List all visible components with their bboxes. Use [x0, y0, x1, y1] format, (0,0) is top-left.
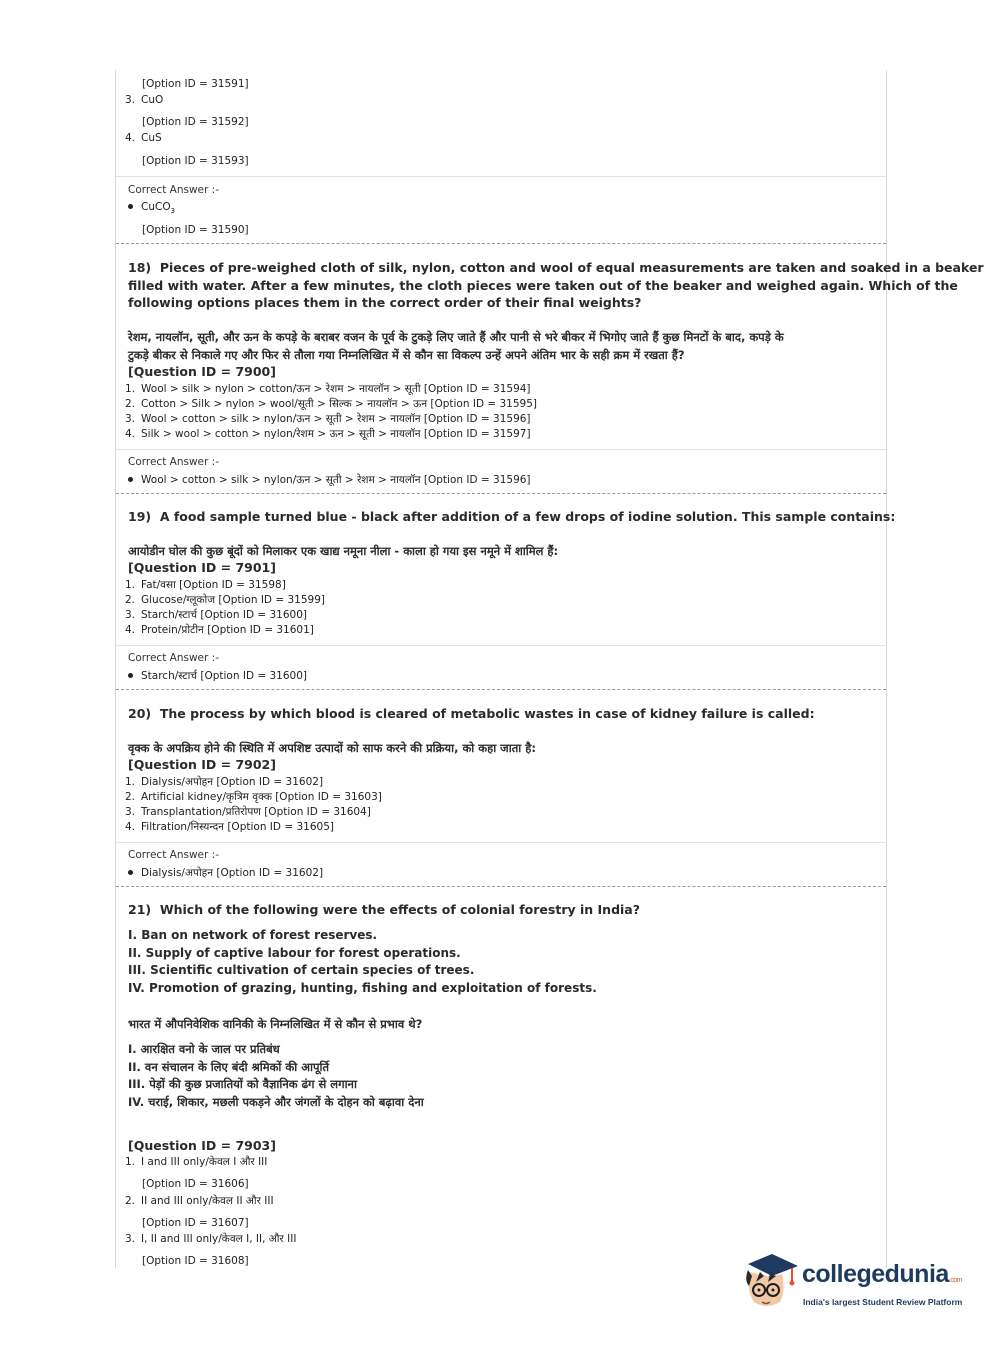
- statement-en: III. Scientific cultivation of certain species of trees.: [128, 963, 475, 977]
- question-separator: [116, 689, 886, 690]
- question-text-line: 20) The process by which blood is cleared of metabolic wastes in case of kidney failure is called:: [128, 706, 815, 721]
- statement-hi: I. आरक्षित वनो के जाल पर प्रतिबंध: [128, 1042, 280, 1056]
- option-2: 2. Artificial kidney/कृत्रिम वृक्क [Option ID = 31603]: [125, 791, 382, 803]
- question-id: [Question ID = 7902]: [128, 757, 276, 772]
- option-3: 3. Transplantation/प्रतिरोपण [Option ID = 31604]: [125, 806, 371, 818]
- option-1: 1. Wool > silk > nylon > cotton/ऊन > रेशम > नायलॉन > सूती [Option ID = 31594]: [125, 383, 531, 395]
- correct-answer: Starch/स्टार्च [Option ID = 31600]: [128, 669, 307, 683]
- option-2: 2. Glucose/ग्लूकोज [Option ID = 31599]: [125, 594, 325, 606]
- divider: [116, 449, 886, 450]
- question-text-line: 21) Which of the following were the effects of colonial forestry in India?: [128, 902, 640, 917]
- option-2: 2. II and III only/केवल II और III: [125, 1195, 274, 1207]
- statement-en: I. Ban on network of forest reserves.: [128, 928, 378, 942]
- exam-page-frame: [115, 70, 984, 1268]
- question-id: [Question ID = 7900]: [128, 364, 276, 379]
- divider: [116, 842, 886, 843]
- correct-answer-label: Correct Answer :-: [128, 849, 219, 861]
- option-4: 4. CuS: [125, 132, 162, 144]
- collegedunia-logo: [740, 1248, 970, 1318]
- statement-hi: II. वन संचालन के लिए बंदी श्रमिकों की आपूर्ति: [128, 1060, 330, 1074]
- question-separator: [116, 493, 886, 494]
- option-1: 1. I and III only/केवल I और III: [125, 1156, 268, 1168]
- correct-answer: Wool > cotton > silk > nylon/ऊन > सूती > रेशम > नायलॉन [Option ID = 31596]: [128, 473, 531, 487]
- option-4: 4. Silk > wool > cotton > nylon/रेशम > ऊन > सूती > नायलॉन [Option ID = 31597]: [125, 428, 531, 440]
- option-2: 2. Cotton > Silk > nylon > wool/सूती > सिल्क > नायलॉन > ऊन [Option ID = 31595]: [125, 398, 538, 410]
- option-3: 3. I, II and III only/केवल I, II, और III: [125, 1233, 297, 1245]
- divider: [116, 176, 886, 177]
- question-text-line: 19) A food sample turned blue - black after addition of a few drops of iodine solution. This sample contains:: [128, 509, 896, 524]
- option-2-id: [Option ID = 31607]: [142, 1217, 249, 1229]
- option-3: 3. Wool > cotton > silk > nylon/ऊन > सूती > रेशम > नायलॉन [Option ID = 31596]: [125, 413, 531, 425]
- option-4: 4. Protein/प्रोटीन [Option ID = 31601]: [125, 624, 314, 636]
- question-text-hindi: वृक्क के अपक्रिय होने की स्थिति में अपशिष्ट उत्पादों को साफ करने की प्रक्रिया, को कहा जाता है:: [128, 741, 536, 755]
- question-id: [Question ID = 7903]: [128, 1138, 276, 1153]
- statement-hi: III. पेड़ों की कुछ प्रजातियों को वैज्ञानिक ढंग से लगाना: [128, 1077, 357, 1091]
- question-separator: [116, 886, 886, 887]
- correct-answer-label: Correct Answer :-: [128, 184, 219, 196]
- option-3: 3. CuO: [125, 94, 164, 106]
- question-id: [Question ID = 7901]: [128, 560, 276, 575]
- option-4-id: [Option ID = 31593]: [142, 155, 249, 167]
- option-4: 4. Filtration/निस्यन्दन [Option ID = 31605]: [125, 821, 334, 833]
- question-text-line: 18) Pieces of pre-weighed cloth of silk, nylon, cotton and wool of equal measurements are taken and soaked in a beaker: [128, 260, 984, 275]
- student-mascot-icon: [740, 1250, 800, 1312]
- statement-hi: IV. चराई, शिकार, मछली पकड़ने और जंगलों के दोहन को बढ़ावा देना: [128, 1095, 424, 1109]
- question-separator: [116, 243, 886, 244]
- question-text-line: following options places them in the correct order of their final weights?: [128, 295, 642, 310]
- question-text-hindi: भारत में औपनिवेशिक वानिकी के निम्नलिखित में से कौन से प्रभाव थे?: [128, 1017, 423, 1031]
- option-2-id: [Option ID = 31591]: [142, 78, 249, 90]
- correct-answer-label: Correct Answer :-: [128, 652, 219, 664]
- correct-answer-label: Correct Answer :-: [128, 456, 219, 468]
- divider: [116, 645, 886, 646]
- question-text-line: filled with water. After a few minutes, the cloth pieces were taken out of the beaker and weighed again. Which of the: [128, 278, 958, 293]
- correct-answer: Dialysis/अपोहन [Option ID = 31602]: [128, 866, 323, 880]
- logo-wordmark: collegedunia.com: [802, 1260, 962, 1288]
- option-3: 3. Starch/स्टार्च [Option ID = 31600]: [125, 609, 307, 621]
- correct-answer-id: [Option ID = 31590]: [142, 224, 249, 236]
- option-1-id: [Option ID = 31606]: [142, 1178, 249, 1190]
- question-text-hindi: टुकड़े बीकर से निकाले गए और फिर से तौला गया निम्नलिखित में से कौन सा विकल्प उन्हें अपने अंतिम भार के सही क्रम में रखता हैं?: [128, 348, 685, 362]
- option-3-id: [Option ID = 31592]: [142, 116, 249, 128]
- logo-tagline: India's largest Student Review Platform: [803, 1297, 963, 1307]
- statement-en: II. Supply of captive labour for forest operations.: [128, 946, 461, 960]
- correct-answer: CuCO$_3$: [128, 201, 175, 215]
- statement-en: IV. Promotion of grazing, hunting, fishing and exploitation of forests.: [128, 981, 597, 995]
- option-3-id: [Option ID = 31608]: [142, 1255, 249, 1267]
- option-1: 1. Fat/वसा [Option ID = 31598]: [125, 579, 286, 591]
- option-1: 1. Dialysis/अपोहन [Option ID = 31602]: [125, 776, 324, 788]
- question-text-hindi: रेशम, नायलॉन, सूती, और ऊन के कपड़े के बराबर वजन के पूर्व के टुकड़े लिए जाते हैं और पानी से भरे बीकर में भिगोए जाते हैं कुछ मिनटों के बाद, कपड़े के: [128, 330, 784, 344]
- question-text-hindi: आयोडीन घोल की कुछ बूंदों को मिलाकर एक खाद्य नमूना नीला - काला हो गया इस नमूने में शामिल हैं:: [128, 544, 559, 558]
